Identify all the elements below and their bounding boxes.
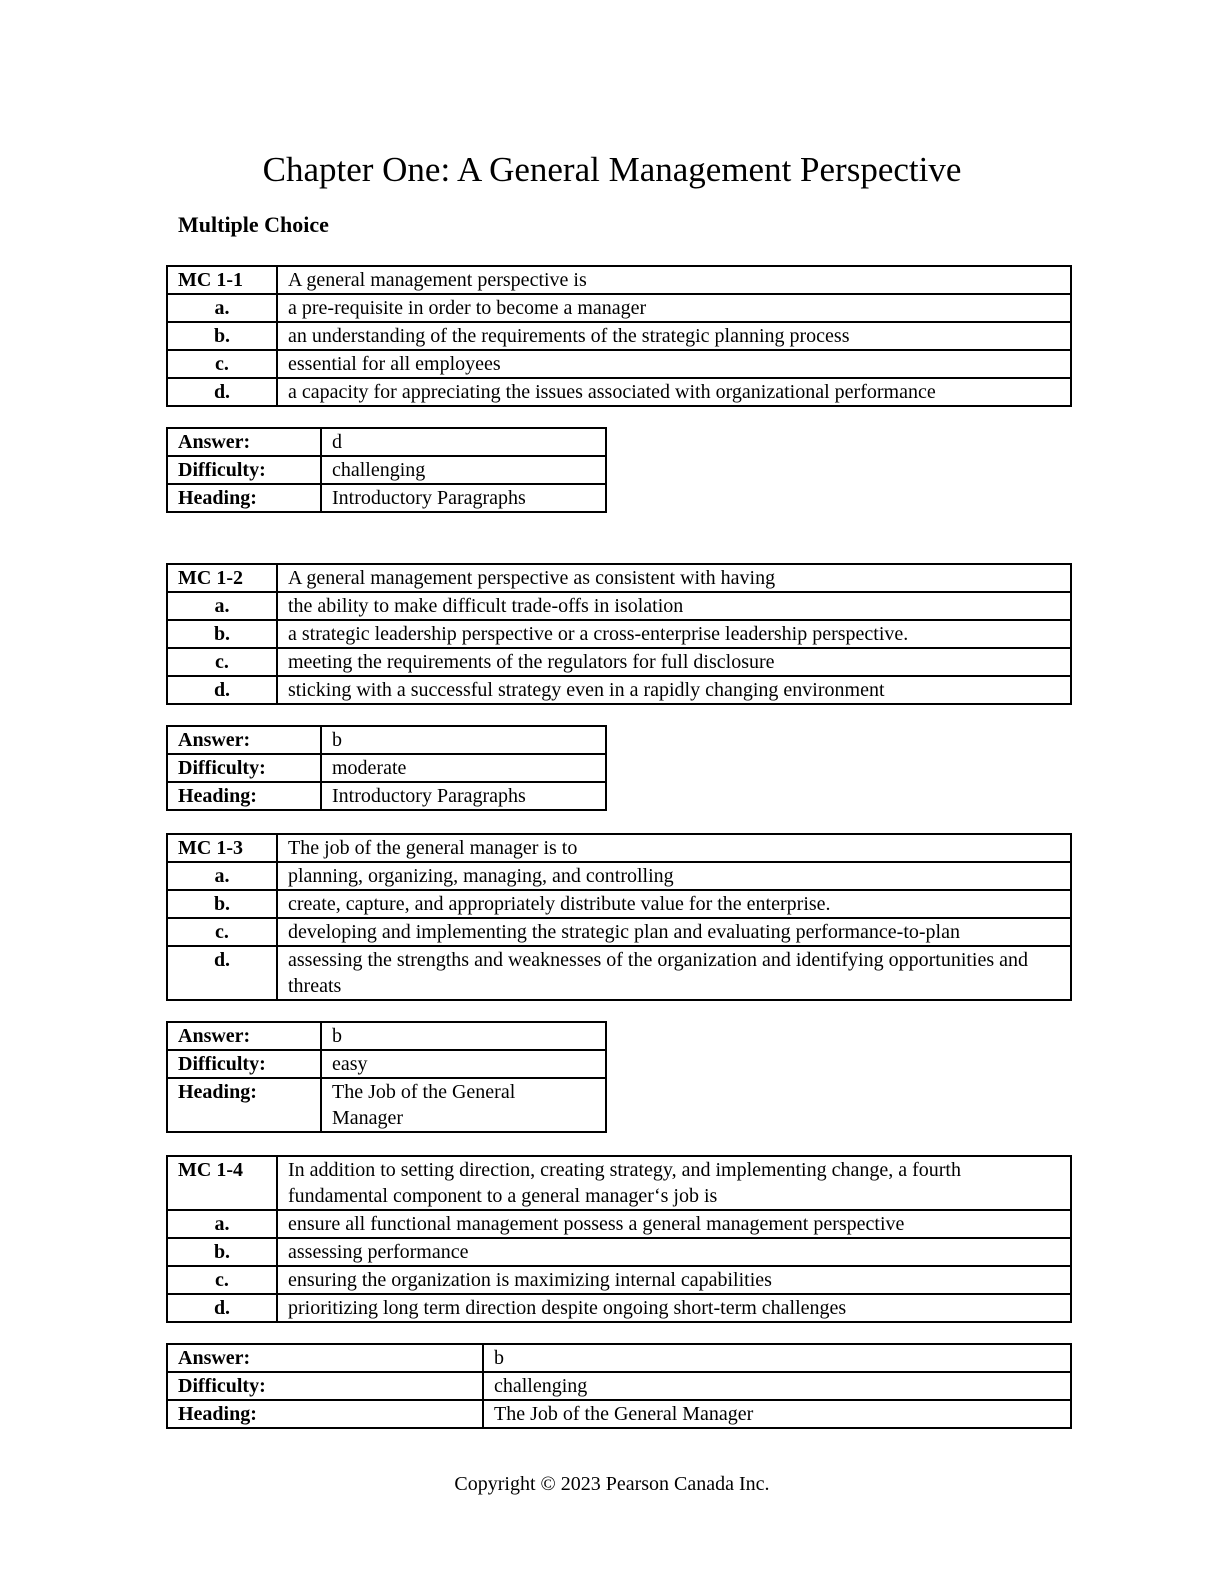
heading-label: Heading:	[167, 782, 321, 810]
option-row	[167, 378, 1071, 406]
option-letter: a.	[167, 862, 277, 890]
option-text: the ability to make difficult trade-offs in isolation	[277, 592, 1071, 620]
option-letter: c.	[167, 350, 277, 378]
option-letter: d.	[167, 1294, 277, 1322]
option-row	[167, 620, 1071, 648]
question-stem: The job of the general manager is to	[277, 834, 1071, 862]
question-table	[166, 1155, 1072, 1323]
option-row	[167, 1266, 1071, 1294]
option-text: assessing performance	[277, 1238, 1071, 1266]
heading-value: Introductory Paragraphs	[321, 782, 606, 810]
question-id: MC 1-3	[167, 834, 277, 862]
difficulty-value: easy	[321, 1050, 606, 1078]
answer-value: b	[321, 726, 606, 754]
answer-label: Answer:	[167, 1344, 483, 1372]
option-letter: a.	[167, 294, 277, 322]
option-text: essential for all employees	[277, 350, 1071, 378]
question-stem-row	[167, 1156, 1071, 1210]
question-id: MC 1-4	[167, 1156, 277, 1210]
answer-value: d	[321, 428, 606, 456]
question-stem-row	[167, 564, 1071, 592]
option-letter: b.	[167, 322, 277, 350]
option-row	[167, 862, 1071, 890]
question-stem: In addition to setting direction, creating strategy, and implementing change, a fourth fundamental component to a general manager‘s job is	[277, 1156, 1071, 1210]
question-stem: A general management perspective as consistent with having	[277, 564, 1071, 592]
option-text: developing and implementing the strategic plan and evaluating performance-to-plan	[277, 918, 1071, 946]
question-id: MC 1-2	[167, 564, 277, 592]
option-letter: b.	[167, 1238, 277, 1266]
option-letter: c.	[167, 918, 277, 946]
option-text: ensuring the organization is maximizing internal capabilities	[277, 1266, 1071, 1294]
option-row	[167, 592, 1071, 620]
question-table	[166, 833, 1072, 1001]
option-text: assessing the strengths and weaknesses of the organization and identifying opportunities and threats	[277, 946, 1071, 1000]
option-letter: d.	[167, 378, 277, 406]
question-stem-row	[167, 266, 1071, 294]
option-letter: b.	[167, 620, 277, 648]
option-letter: b.	[167, 890, 277, 918]
option-letter: d.	[167, 676, 277, 704]
heading-label: Heading:	[167, 1400, 483, 1428]
option-letter: c.	[167, 1266, 277, 1294]
option-text: a pre-requisite in order to become a manager	[277, 294, 1071, 322]
option-row	[167, 350, 1071, 378]
option-row	[167, 1210, 1071, 1238]
option-text: sticking with a successful strategy even in a rapidly changing environment	[277, 676, 1071, 704]
answer-label: Answer:	[167, 428, 321, 456]
heading-value: Introductory Paragraphs	[321, 484, 606, 512]
option-row	[167, 890, 1071, 918]
option-letter: a.	[167, 1210, 277, 1238]
option-row	[167, 676, 1071, 704]
heading-value: The Job of the General Manager	[321, 1078, 606, 1132]
option-row	[167, 1294, 1071, 1322]
answer-table	[166, 1343, 1072, 1429]
heading-label: Heading:	[167, 484, 321, 512]
option-row	[167, 1238, 1071, 1266]
section-heading: Multiple Choice	[178, 212, 329, 237]
difficulty-value: moderate	[321, 754, 606, 782]
question-id: MC 1-1	[167, 266, 277, 294]
question-table	[166, 563, 1072, 705]
copyright-footer: Copyright © 2023 Pearson Canada Inc.	[454, 1473, 770, 1495]
option-row	[167, 294, 1071, 322]
answer-label: Answer:	[167, 1022, 321, 1050]
answer-table	[166, 427, 607, 513]
answer-value: b	[483, 1344, 1071, 1372]
option-row	[167, 648, 1071, 676]
option-text: an understanding of the requirements of the strategic planning process	[277, 322, 1071, 350]
question-stem: A general management perspective is	[277, 266, 1071, 294]
option-text: prioritizing long term direction despite ongoing short-term challenges	[277, 1294, 1071, 1322]
option-text: create, capture, and appropriately distribute value for the enterprise.	[277, 890, 1071, 918]
option-row	[167, 322, 1071, 350]
heading-label: Heading:	[167, 1078, 321, 1132]
option-text: a strategic leadership perspective or a cross-enterprise leadership perspective.	[277, 620, 1071, 648]
difficulty-label: Difficulty:	[167, 456, 321, 484]
option-letter: d.	[167, 946, 277, 1000]
question-stem-row	[167, 834, 1071, 862]
question-table	[166, 265, 1072, 407]
difficulty-value: challenging	[321, 456, 606, 484]
option-text: a capacity for appreciating the issues associated with organizational performance	[277, 378, 1071, 406]
difficulty-value: challenging	[483, 1372, 1071, 1400]
difficulty-label: Difficulty:	[167, 1372, 483, 1400]
answer-table	[166, 725, 607, 811]
option-row	[167, 918, 1071, 946]
option-letter: a.	[167, 592, 277, 620]
option-text: planning, organizing, managing, and controlling	[277, 862, 1071, 890]
page-title: Chapter One: A General Management Perspective	[262, 150, 962, 189]
option-text: ensure all functional management possess a general management perspective	[277, 1210, 1071, 1238]
difficulty-label: Difficulty:	[167, 754, 321, 782]
option-letter: c.	[167, 648, 277, 676]
difficulty-label: Difficulty:	[167, 1050, 321, 1078]
answer-label: Answer:	[167, 726, 321, 754]
option-row	[167, 946, 1071, 1000]
heading-value: The Job of the General Manager	[483, 1400, 1071, 1428]
answer-value: b	[321, 1022, 606, 1050]
option-text: meeting the requirements of the regulators for full disclosure	[277, 648, 1071, 676]
answer-table	[166, 1021, 607, 1133]
